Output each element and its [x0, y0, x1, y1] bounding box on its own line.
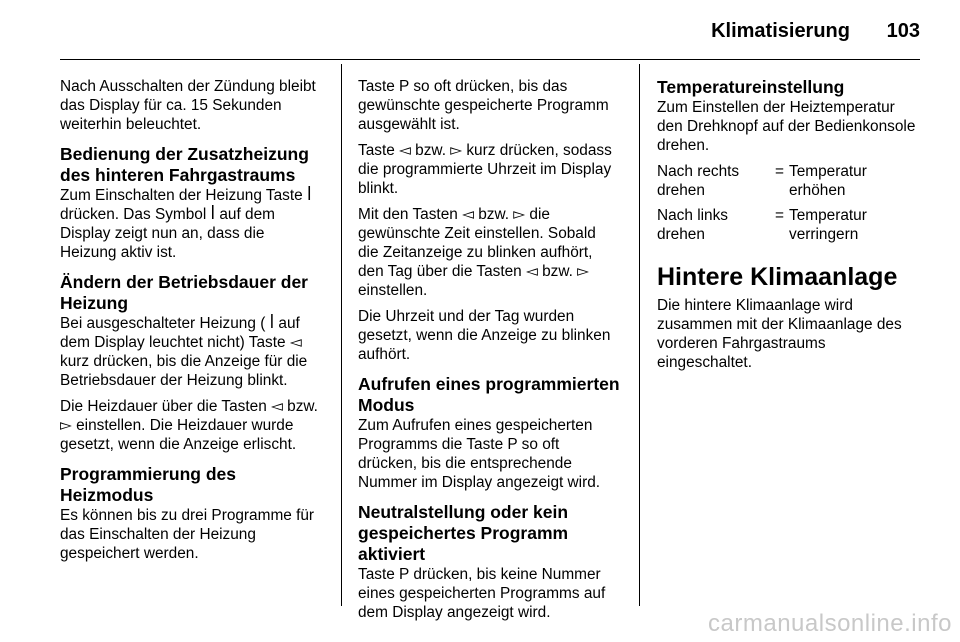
column-1: [60, 77, 325, 570]
paragraph: Nach Ausschalten der Zündung bleibt das Display für ca. 15 Sekunden weiterhin beleuchtet.: [60, 78, 316, 133]
page-number: 103: [886, 20, 920, 42]
section-heading: Ändern der Betriebsdauer der Heizung: [60, 272, 308, 313]
table-key: Nach rechts drehen: [657, 163, 740, 199]
column-3: [657, 77, 921, 379]
paragraph: Taste P drücken, bis keine Nummer eines gespeicherten Programms auf dem Display angezeigt wird.: [358, 566, 606, 621]
main-heading: Hintere Klimaanlage: [657, 263, 898, 291]
header-divider: [60, 59, 920, 60]
table-value: Temperatur verringern: [789, 207, 867, 243]
paragraph: Die Uhrzeit und der Tag wurden gesetzt, wenn die Anzeige zu blinken aufhört.: [358, 308, 611, 363]
chapter-title: Klimatisierung: [711, 20, 850, 42]
page-header: [60, 0, 920, 60]
paragraph: Zum Einstellen der Heiztemperatur den Drehknopf auf der Bedienkonsole drehen.: [657, 99, 916, 154]
paragraph: Bei ausgeschalteter Heizung ( ꟾ auf dem Display leuchtet nicht) Taste ◅ kurz drücken, bis die Anzeige für die Betriebsdauer der Heizung blinkt.: [60, 315, 308, 389]
paragraph: Mit den Tasten ◅ bzw. ▻ die gewünschte Zeit einstellen. Sobald die Zeitanzeige zu blinken aufhört, den Tag über die Tasten ◅ bzw. ▻ einstellen.: [358, 206, 596, 299]
paragraph: Die Heizdauer über die Tasten ◅ bzw. ▻ einstellen. Die Heizdauer wurde gesetzt, wenn die Anzeige erlischt.: [60, 398, 318, 453]
section-heading: Neutralstellung oder kein gespeichertes Programm aktiviert: [358, 502, 569, 564]
section-heading: Aufrufen eines programmierten Modus: [358, 374, 620, 415]
section-heading: Programmierung des Heizmodus: [60, 464, 237, 505]
rotation-table: [657, 162, 921, 250]
paragraph: Zum Aufrufen eines gespeicherten Programms die Taste P so oft drücken, bis die entsprechende Nummer im Display angezeigt wird.: [358, 417, 601, 491]
paragraph: Es können bis zu drei Programme für das Einschalten der Heizung gespeichert werden.: [60, 507, 315, 562]
section-heading: Temperatureinstellung: [657, 77, 845, 97]
paragraph: Taste P so oft drücken, bis das gewünschte gespeicherte Programm ausgewählt ist.: [358, 78, 609, 133]
column-divider-2: [639, 64, 640, 606]
table-separator: =: [775, 163, 784, 180]
section-heading: Bedienung der Zusatzheizung des hinteren Fahrgastraums: [60, 144, 309, 185]
table-row: [657, 162, 921, 206]
table-separator: =: [775, 207, 784, 224]
column-2: [358, 77, 620, 629]
column-divider-1: [341, 64, 342, 606]
watermark: carmanualsonline.info: [708, 610, 952, 637]
table-row: [657, 206, 921, 250]
paragraph: Zum Einschalten der Heizung Taste ꟾ drücken. Das Symbol ꟾ auf dem Display zeigt nun an, dass die Heizung aktiv ist.: [60, 187, 312, 261]
table-key: Nach links drehen: [657, 207, 728, 243]
paragraph: Die hintere Klimaanlage wird zusammen mit der Klimaanlage des vorderen Fahrgastraums eingeschaltet.: [657, 297, 902, 371]
paragraph: Taste ◅ bzw. ▻ kurz drücken, sodass die programmierte Uhrzeit im Display blinkt.: [358, 142, 612, 197]
table-value: Temperatur erhöhen: [789, 163, 867, 199]
